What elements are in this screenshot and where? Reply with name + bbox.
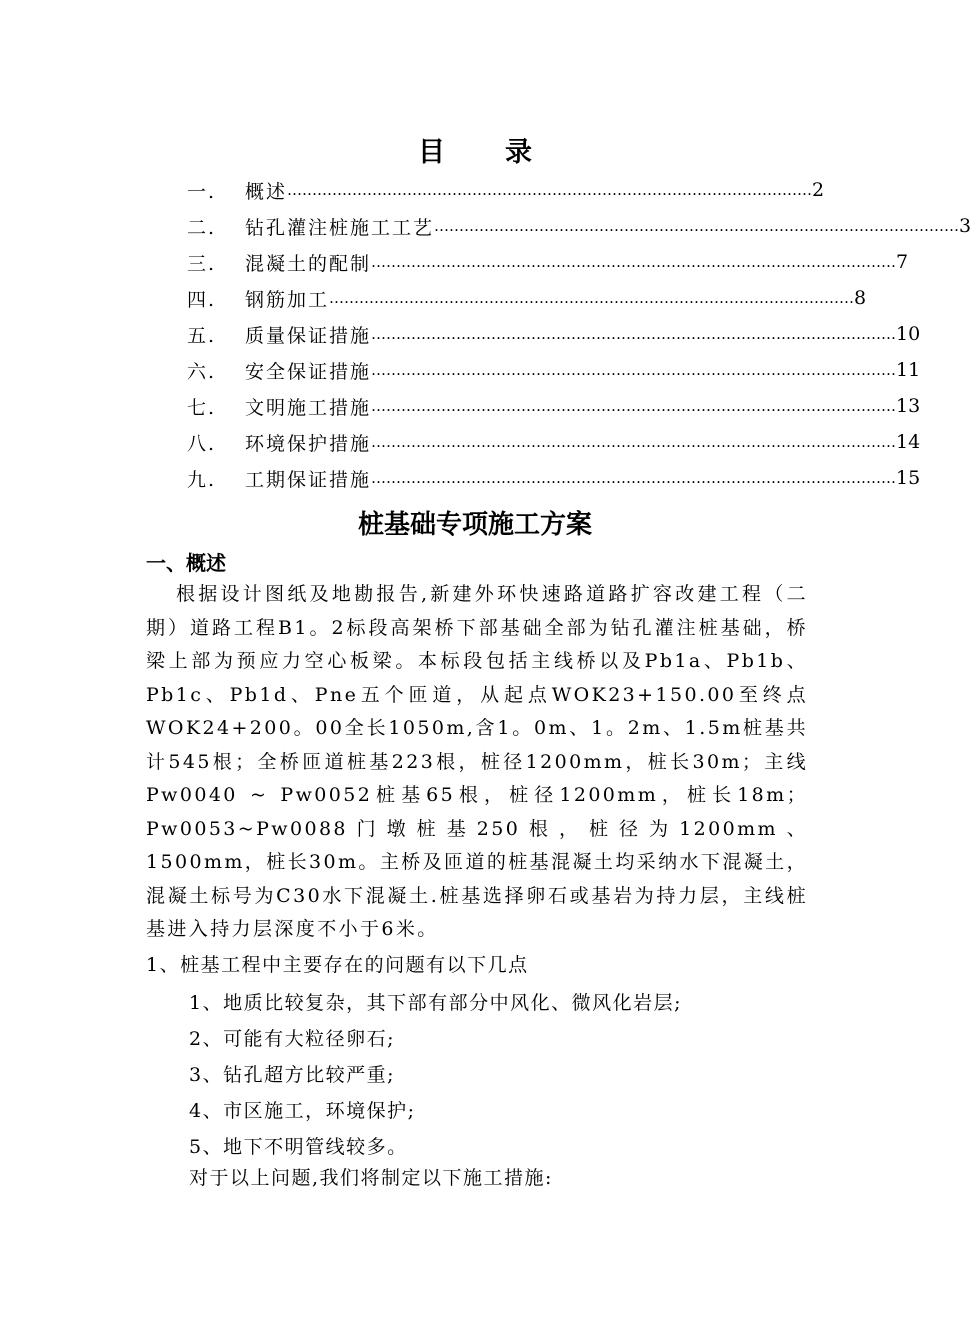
toc-entry[interactable] (187, 280, 867, 316)
toc-entry-number: 一. (187, 180, 217, 203)
overview-paragraph: 根据设计图纸及地勘报告,新建外环快速路道路扩容改建工程（二期）道路工程B1。2标段高架桥下部基础全部为钻孔灌注桩基础，桥梁上部为预应力空心板梁。本标段包括主线桥以及Pb1a、Pb1b、Pb1c、Pb1d、Pne五个匝道，从起点WOK23+150.00至终点WOK24+200。00全长1050m,含1。0m、1。2m、1.5m桩基共计545根；全桥匝道桩基223根，桩径1200mm，桩长30m；主线Pw0040 ~ Pw0052桩基65根，桩径1200mm，桩长18m；Pw0053~Pw0088门墩桩基250根，桩径为1200mm、1500mm，桩长30m。主桥及匝道的桩基混凝土均采纳水下混凝土，混凝土标号为C30水下混凝土.桩基选择卵石或基岩为持力层，主线桩基进入持力层深度不小于6米。 (146, 583, 808, 940)
toc-entry[interactable] (187, 352, 921, 388)
toc-entry-page: 13 (896, 395, 921, 417)
toc-leader-dots: …………………………………………………………………………………………… (434, 217, 960, 235)
toc-title-right: 录 (505, 137, 532, 168)
toc-title (0, 130, 950, 169)
closing-sentence: 对于以上问题,我们将制定以下施工措施: (189, 1167, 553, 1189)
toc-entry-label: 环境保护措施 (245, 432, 372, 455)
toc-entry-number: 四. (187, 288, 217, 311)
list-item: 5、地下不明管线较多。 (189, 1136, 408, 1158)
toc-entry-label: 钻孔灌注桩施工工艺 (245, 216, 435, 239)
toc-title-left: 目 (418, 137, 445, 168)
toc-leader-dots: …………………………………………………………………………………………… (371, 469, 897, 487)
toc-entry-page: 3 (959, 215, 971, 237)
list-item: 2、可能有大粒径卵石; (189, 1028, 395, 1050)
section-heading: 一、概述 (146, 551, 226, 575)
list-item: 3、钻孔超方比较严重; (189, 1064, 395, 1086)
toc-entry[interactable] (187, 388, 921, 424)
toc-entry-page: 15 (896, 467, 921, 489)
issues-list (189, 985, 682, 1165)
toc-entry-label: 混凝土的配制 (245, 252, 372, 275)
toc-leader-dots: …………………………………………………………………………………………… (329, 289, 855, 307)
toc-leader-dots: …………………………………………………………………………………………… (371, 433, 897, 451)
toc-entry-number: 八. (187, 432, 217, 455)
toc-leader-dots: …………………………………………………………………………………………… (371, 253, 897, 271)
toc-entry-label: 文明施工措施 (245, 396, 372, 419)
toc-leader-dots: …………………………………………………………………………………………… (371, 397, 897, 415)
toc-entry-number: 九. (187, 468, 217, 491)
toc-entry-number: 七. (187, 396, 217, 419)
toc-entry[interactable] (187, 316, 921, 352)
toc-entry[interactable] (187, 244, 909, 280)
list-item: 4、市区施工，环境保护; (189, 1100, 416, 1122)
toc-entry[interactable] (187, 172, 825, 208)
toc-entry[interactable] (187, 460, 921, 496)
toc-entry[interactable] (187, 208, 971, 244)
toc-entry-label: 概述 (245, 180, 288, 203)
toc-entry-page: 7 (896, 251, 909, 273)
toc-entry[interactable] (187, 424, 921, 460)
toc-leader-dots: …………………………………………………………………………………………… (371, 325, 897, 343)
toc-entry-label: 工期保证措施 (245, 468, 372, 491)
toc-entry-number: 六. (187, 360, 217, 383)
list-item: 1、地质比较复杂，其下部有部分中风化、微风化岩层; (189, 992, 682, 1014)
toc-entry-page: 8 (854, 287, 867, 309)
toc-leader-dots: …………………………………………………………………………………………… (371, 361, 897, 379)
toc-leader-dots: …………………………………………………………………………………………… (287, 181, 813, 199)
toc-entry-number: 三. (187, 252, 217, 275)
toc-entry-page: 10 (896, 323, 921, 345)
document-title: 桩基础专项施工方案 (357, 510, 592, 540)
toc-entry-label: 钢筋加工 (245, 288, 330, 311)
toc-entry-page: 2 (812, 179, 825, 201)
toc-entry-number: 五. (187, 324, 217, 347)
toc-entry-label: 质量保证措施 (245, 324, 372, 347)
toc-entry-page: 11 (896, 359, 921, 381)
issues-heading: 1、桩基工程中主要存在的问题有以下几点 (146, 954, 529, 976)
toc-entry-page: 14 (896, 431, 921, 453)
table-of-contents (187, 172, 971, 496)
toc-entry-number: 二. (187, 216, 217, 239)
toc-entry-label: 安全保证措施 (245, 360, 372, 383)
